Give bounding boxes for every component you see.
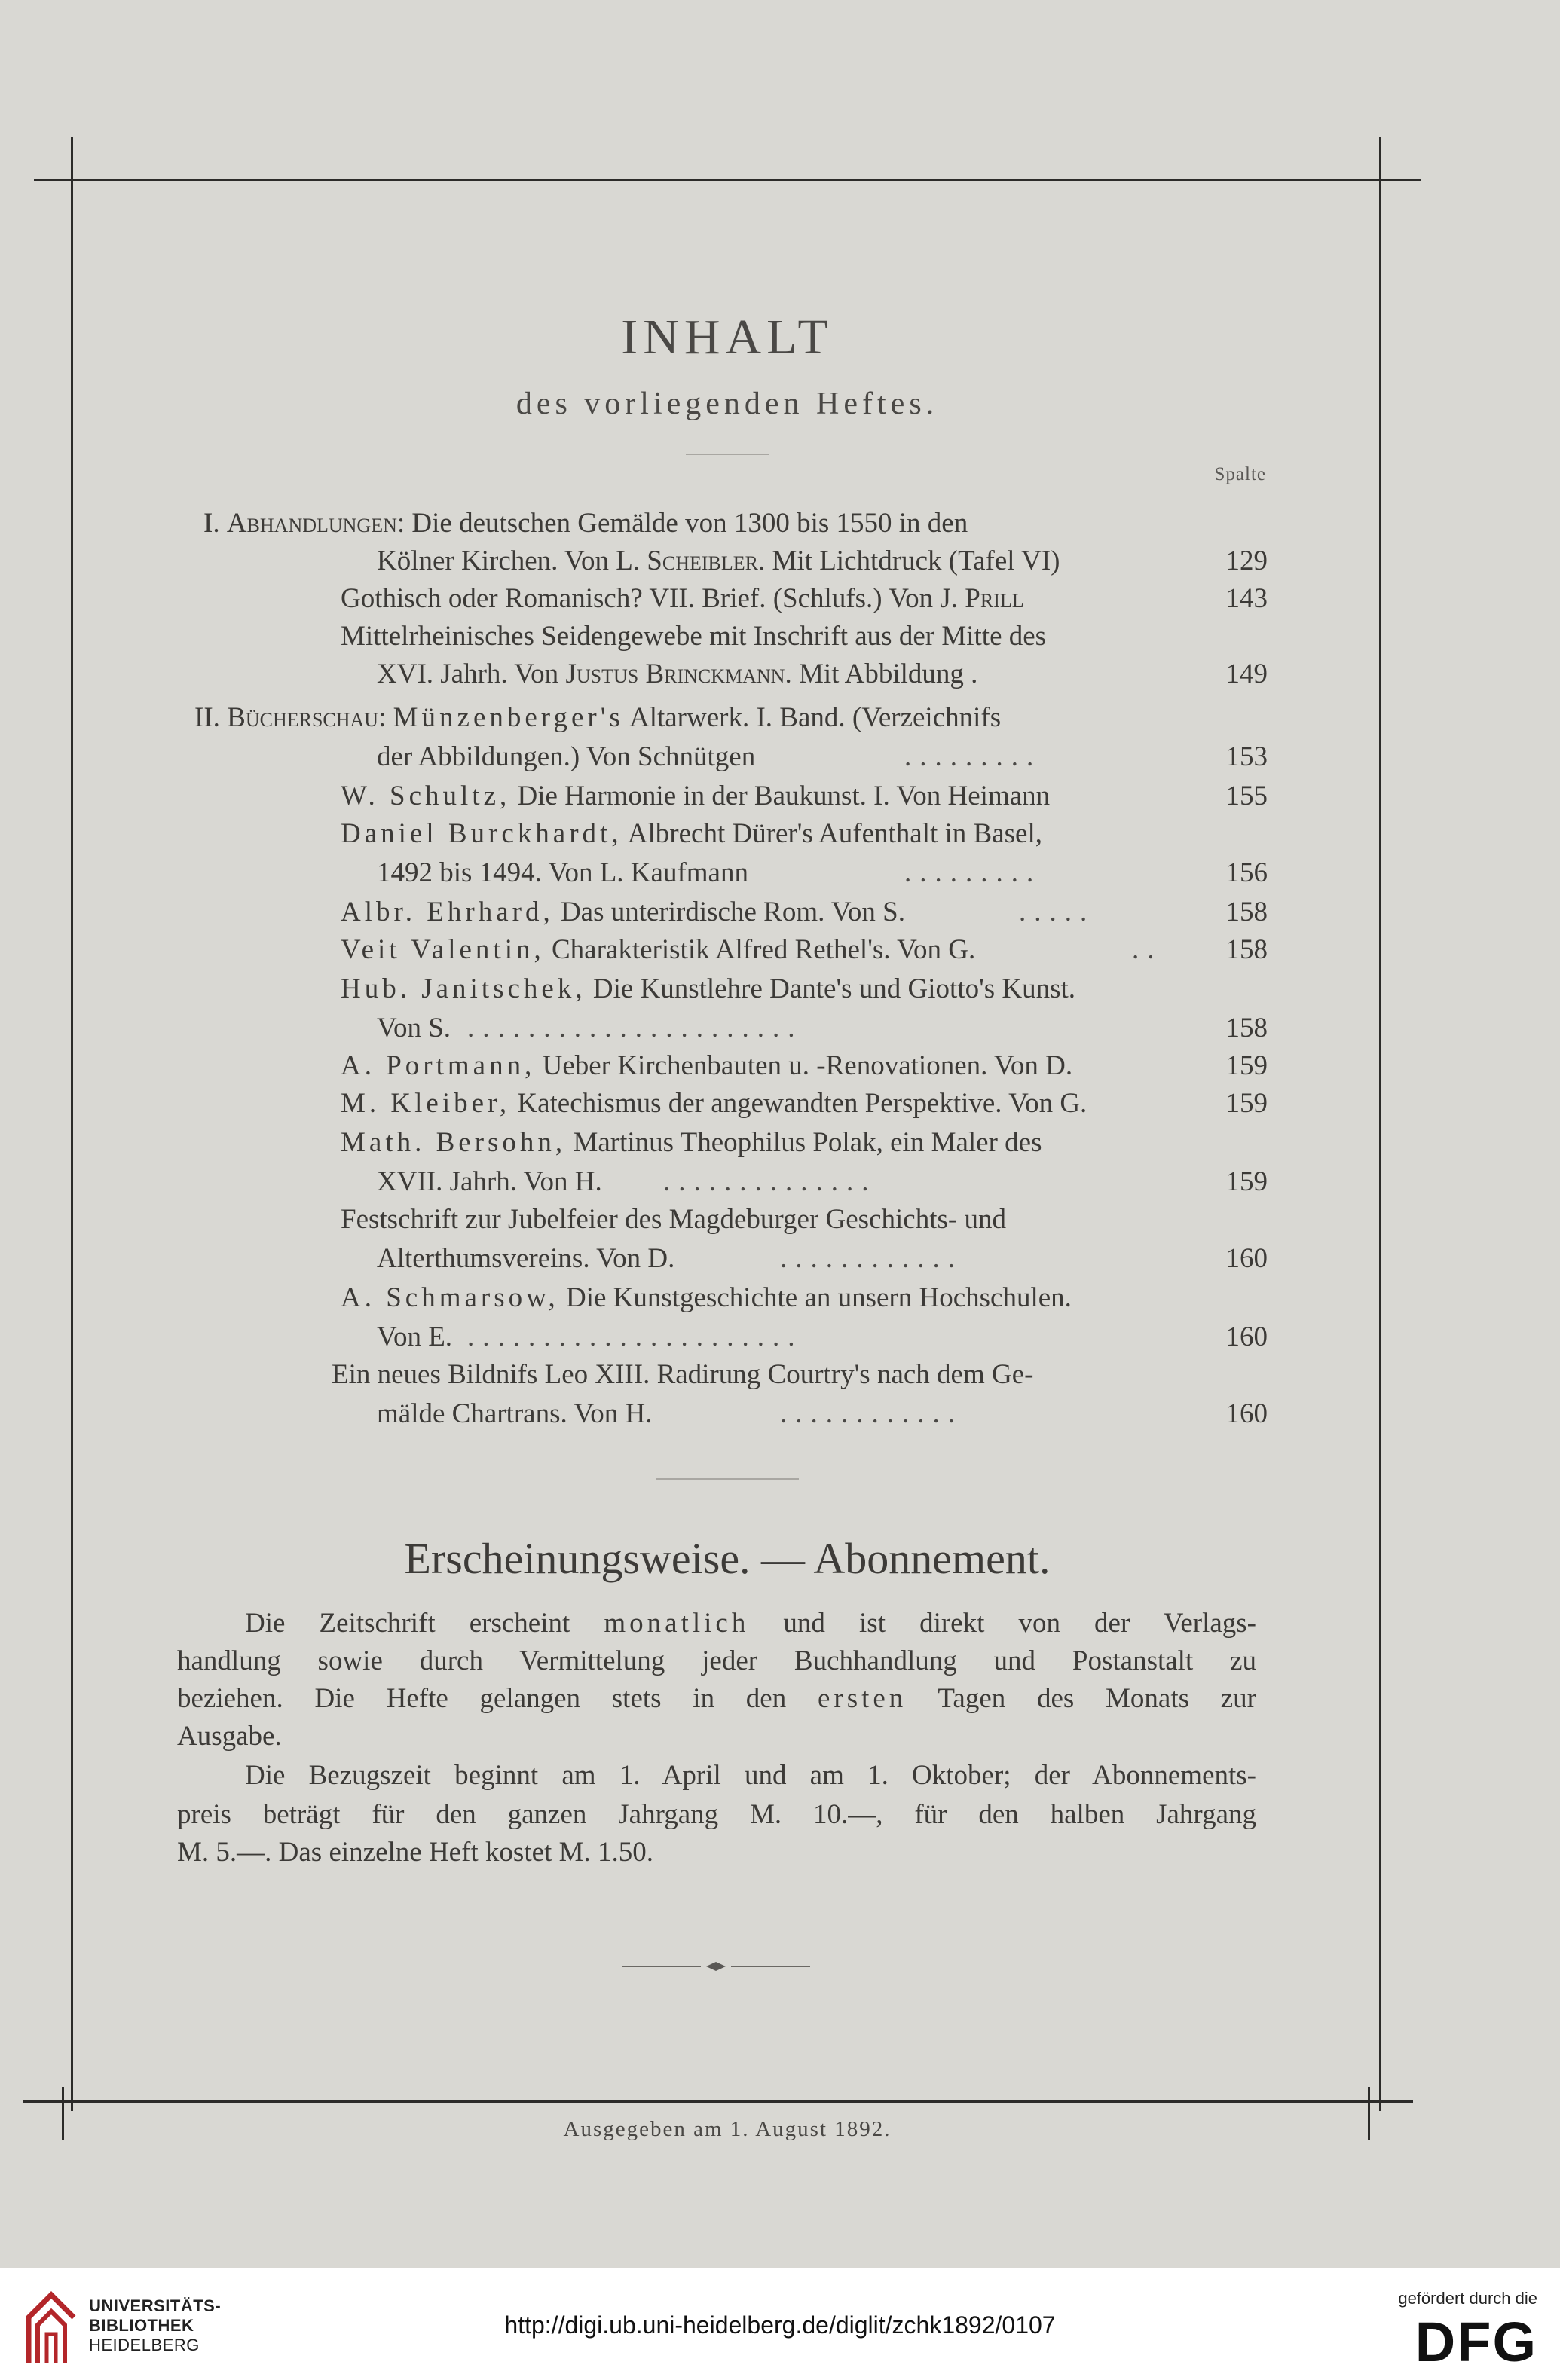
entry-text: Die Harmonie in der Baukunst. I. Von Heimann	[510, 781, 1051, 811]
toc-line	[341, 1201, 1268, 1239]
section-numeral: II.	[194, 702, 220, 733]
digitization-footer	[0, 2268, 1560, 2380]
entry-author: M. Kleiber,	[341, 1088, 511, 1119]
ornament-divider-icon	[622, 1959, 810, 1974]
entry-page-number: 160	[1225, 1243, 1268, 1274]
text-run: beziehen. Die Hefte gelangen stets in den	[177, 1683, 818, 1714]
entry-page-number: 129	[1225, 545, 1268, 576]
issue-date-note: Ausgegeben am 1. August 1892.	[563, 2117, 892, 2141]
paragraph-line	[245, 1757, 1256, 1795]
toc-line	[377, 854, 1268, 892]
text-run: und ist direkt von der Verlags-	[749, 1608, 1257, 1639]
frame-top-rule	[34, 179, 1421, 181]
dfg-logo: DFG	[1415, 2311, 1537, 2373]
toc-line	[203, 505, 1268, 542]
leader-dots: .....	[1019, 897, 1096, 927]
frame-left-rule	[71, 137, 73, 2111]
entry-text: Martinus Theophilus Polak, ein Maler des	[566, 1127, 1042, 1158]
toc-line	[341, 1085, 1268, 1123]
frame-bottom-rule	[23, 2100, 1413, 2103]
entry-author: Münzenberger's	[393, 702, 624, 733]
paragraph-line	[177, 1718, 1256, 1755]
entry-author: Math. Bersohn,	[341, 1127, 567, 1158]
leader-dots: ......................	[467, 1013, 803, 1043]
library-name-line: HEIDELBERG	[89, 2336, 200, 2354]
entry-text: Von S.	[377, 1013, 451, 1043]
entry-page-number: 156	[1225, 857, 1268, 888]
toc-line	[341, 580, 1268, 618]
entry-text: Katechismus der angewandten Perspektive. Von G.	[510, 1088, 1087, 1119]
entry-text: der Abbildungen.) Von Schnütgen	[377, 741, 756, 772]
toc-line	[377, 1240, 1268, 1278]
toc-line	[341, 1047, 1268, 1085]
entry-author: Justus Brinckmann	[565, 658, 785, 689]
entry-page-number: 159	[1225, 1166, 1268, 1197]
library-name-line: BIBLIOTHEK	[89, 2316, 194, 2335]
entry-text: Die deutschen Gemälde von 1300 bis 1550 in den	[411, 508, 968, 539]
entry-page-number: 153	[1225, 741, 1268, 772]
leader-dots: .........	[904, 857, 1042, 888]
entry-text: XVI. Jahrh. Von	[377, 658, 566, 689]
section-name: Abhandlungen:	[226, 508, 405, 539]
entry-text: Die Kunstgeschichte an unsern Hochschulen.	[558, 1282, 1072, 1313]
toc-line	[341, 931, 1268, 969]
toc-line	[341, 1279, 1268, 1317]
entry-author: Daniel Burckhardt,	[341, 818, 622, 849]
toc-line	[341, 778, 1268, 815]
entry-text: Die Kunstlehre Dante's und Giotto's Kunst.	[586, 973, 1076, 1004]
toc-line	[377, 738, 1268, 776]
toc-line	[341, 894, 1268, 931]
entry-author: Hub. Janitschek,	[341, 973, 586, 1004]
funding-label: gefördert durch die	[1398, 2289, 1537, 2308]
entry-text: Ein neues Bildnifs Leo XIII. Radirung Courtry's nach dem Ge-	[332, 1359, 1034, 1390]
frame-right-rule	[1379, 137, 1381, 2111]
entry-author: W. Schultz,	[341, 781, 511, 811]
section-separator	[656, 1478, 799, 1480]
toc-line	[377, 542, 1268, 580]
entry-text: mälde Chartrans. Von H.	[377, 1398, 653, 1429]
entry-page-number: 160	[1225, 1321, 1268, 1352]
leader-dots: ......................	[467, 1321, 803, 1352]
entry-text: Charakteristik Alfred Rethel's. Von G.	[544, 934, 976, 965]
leader-dots: ..............	[663, 1166, 877, 1197]
toc-line	[377, 1163, 1268, 1201]
text-run: Die Zeitschrift erscheint	[245, 1608, 604, 1639]
toc-line	[341, 1124, 1268, 1162]
entry-author: Veit Valentin,	[341, 934, 545, 965]
entry-page-number: 155	[1225, 781, 1268, 811]
toc-line	[341, 970, 1268, 1008]
section-numeral: I.	[203, 508, 220, 539]
entry-text: Mittelrheinisches Seidengewebe mit Inschrift aus der Mitte des	[341, 621, 1047, 652]
entry-author: Albr. Ehrhard,	[341, 897, 554, 927]
toc-line	[341, 618, 1268, 655]
entry-text: XVII. Jahrh. Von H.	[377, 1166, 602, 1197]
leader-dots: ..	[1132, 934, 1163, 965]
text-run: handlung sowie durch Vermittelung jeder Buchhandlung und Postanstalt zu	[177, 1645, 1256, 1676]
entry-page-number: 159	[1225, 1088, 1268, 1119]
entry-text: Das unterirdische Rom. Von S.	[553, 897, 905, 927]
entry-author: A. Portmann,	[341, 1050, 536, 1081]
entry-text: Kölner Kirchen. Von L.	[377, 545, 647, 576]
toc-line	[341, 815, 1268, 853]
section-name: Bücherschau:	[227, 702, 387, 733]
entry-text: Gothisch oder Romanisch? VII. Brief. (Schlufs.) Von J.	[341, 583, 965, 614]
entry-text: Altarwerk. I. Band. (Verzeichnifs	[623, 702, 1002, 733]
entry-text: . Mit Lichtdruck (Tafel VI)	[757, 545, 1060, 576]
paragraph-line	[177, 1796, 1256, 1834]
entry-text: Alterthumsvereins. Von D.	[377, 1243, 675, 1274]
entry-author: Scheibler	[647, 545, 758, 576]
entry-page-number: 160	[1225, 1398, 1268, 1429]
title-separator	[686, 454, 769, 455]
page-title: INHALT	[621, 310, 834, 365]
entry-author: A. Schmarsow,	[341, 1282, 559, 1313]
entry-page-number: 149	[1225, 658, 1268, 689]
entry-author: Prill	[965, 583, 1024, 614]
entry-text: 1492 bis 1494. Von L. Kaufmann	[377, 857, 748, 888]
entry-text: Ueber Kirchenbauten u. -Renovationen. Von D.	[535, 1050, 1073, 1081]
paragraph-line	[245, 1605, 1256, 1642]
toc-line	[377, 655, 1268, 693]
text-run: Die Bezugszeit beginnt am 1. April und am 1. Oktober; der Abonnements-	[245, 1760, 1256, 1791]
entry-page-number: 158	[1225, 934, 1268, 965]
text-run: preis beträgt für den ganzen Jahrgang M. 10.—, für den halben Jahrgang	[177, 1799, 1256, 1830]
toc-line	[332, 1356, 1268, 1394]
entry-text: Von E.	[377, 1321, 453, 1352]
entry-page-number: 158	[1225, 1013, 1268, 1043]
text-run: Tagen des Monats zur	[907, 1683, 1256, 1714]
entry-page-number: 159	[1225, 1050, 1268, 1081]
paragraph-line	[177, 1680, 1256, 1718]
leader-dots: .........	[904, 741, 1042, 772]
entry-page-number: 158	[1225, 897, 1268, 927]
leader-dots: ............	[780, 1398, 963, 1429]
entry-text: Albrecht Dürer's Aufenthalt in Basel,	[622, 818, 1042, 849]
text-run-emphasis: ersten	[817, 1683, 907, 1714]
toc-line	[194, 699, 1268, 737]
subscription-heading: Erscheinungsweise. — Abonnement.	[404, 1534, 1051, 1583]
paragraph-line	[177, 1642, 1256, 1680]
entry-text: Festschrift zur Jubelfeier des Magdeburger Geschichts- und	[341, 1204, 1006, 1235]
text-run-emphasis: monatlich	[604, 1608, 750, 1639]
toc-line	[377, 1010, 1268, 1047]
library-name-line: UNIVERSITÄTS-	[89, 2296, 222, 2315]
entry-page-number: 143	[1225, 583, 1268, 614]
leader-dots: ............	[780, 1243, 963, 1274]
column-label: Spalte	[1214, 464, 1266, 484]
toc-line	[377, 1318, 1268, 1356]
paragraph-line	[177, 1834, 1256, 1871]
entry-text: . Mit Abbildung .	[785, 658, 978, 689]
text-run: Ausgabe.	[177, 1721, 282, 1752]
source-url-link[interactable]: http://digi.ub.uni-heidelberg.de/diglit/zchk1892/0107	[504, 2311, 1056, 2339]
toc-line	[377, 1395, 1268, 1433]
page-subtitle: des vorliegenden Heftes.	[515, 386, 939, 421]
text-run: M. 5.—. Das einzelne Heft kostet M. 1.50.	[177, 1837, 653, 1868]
